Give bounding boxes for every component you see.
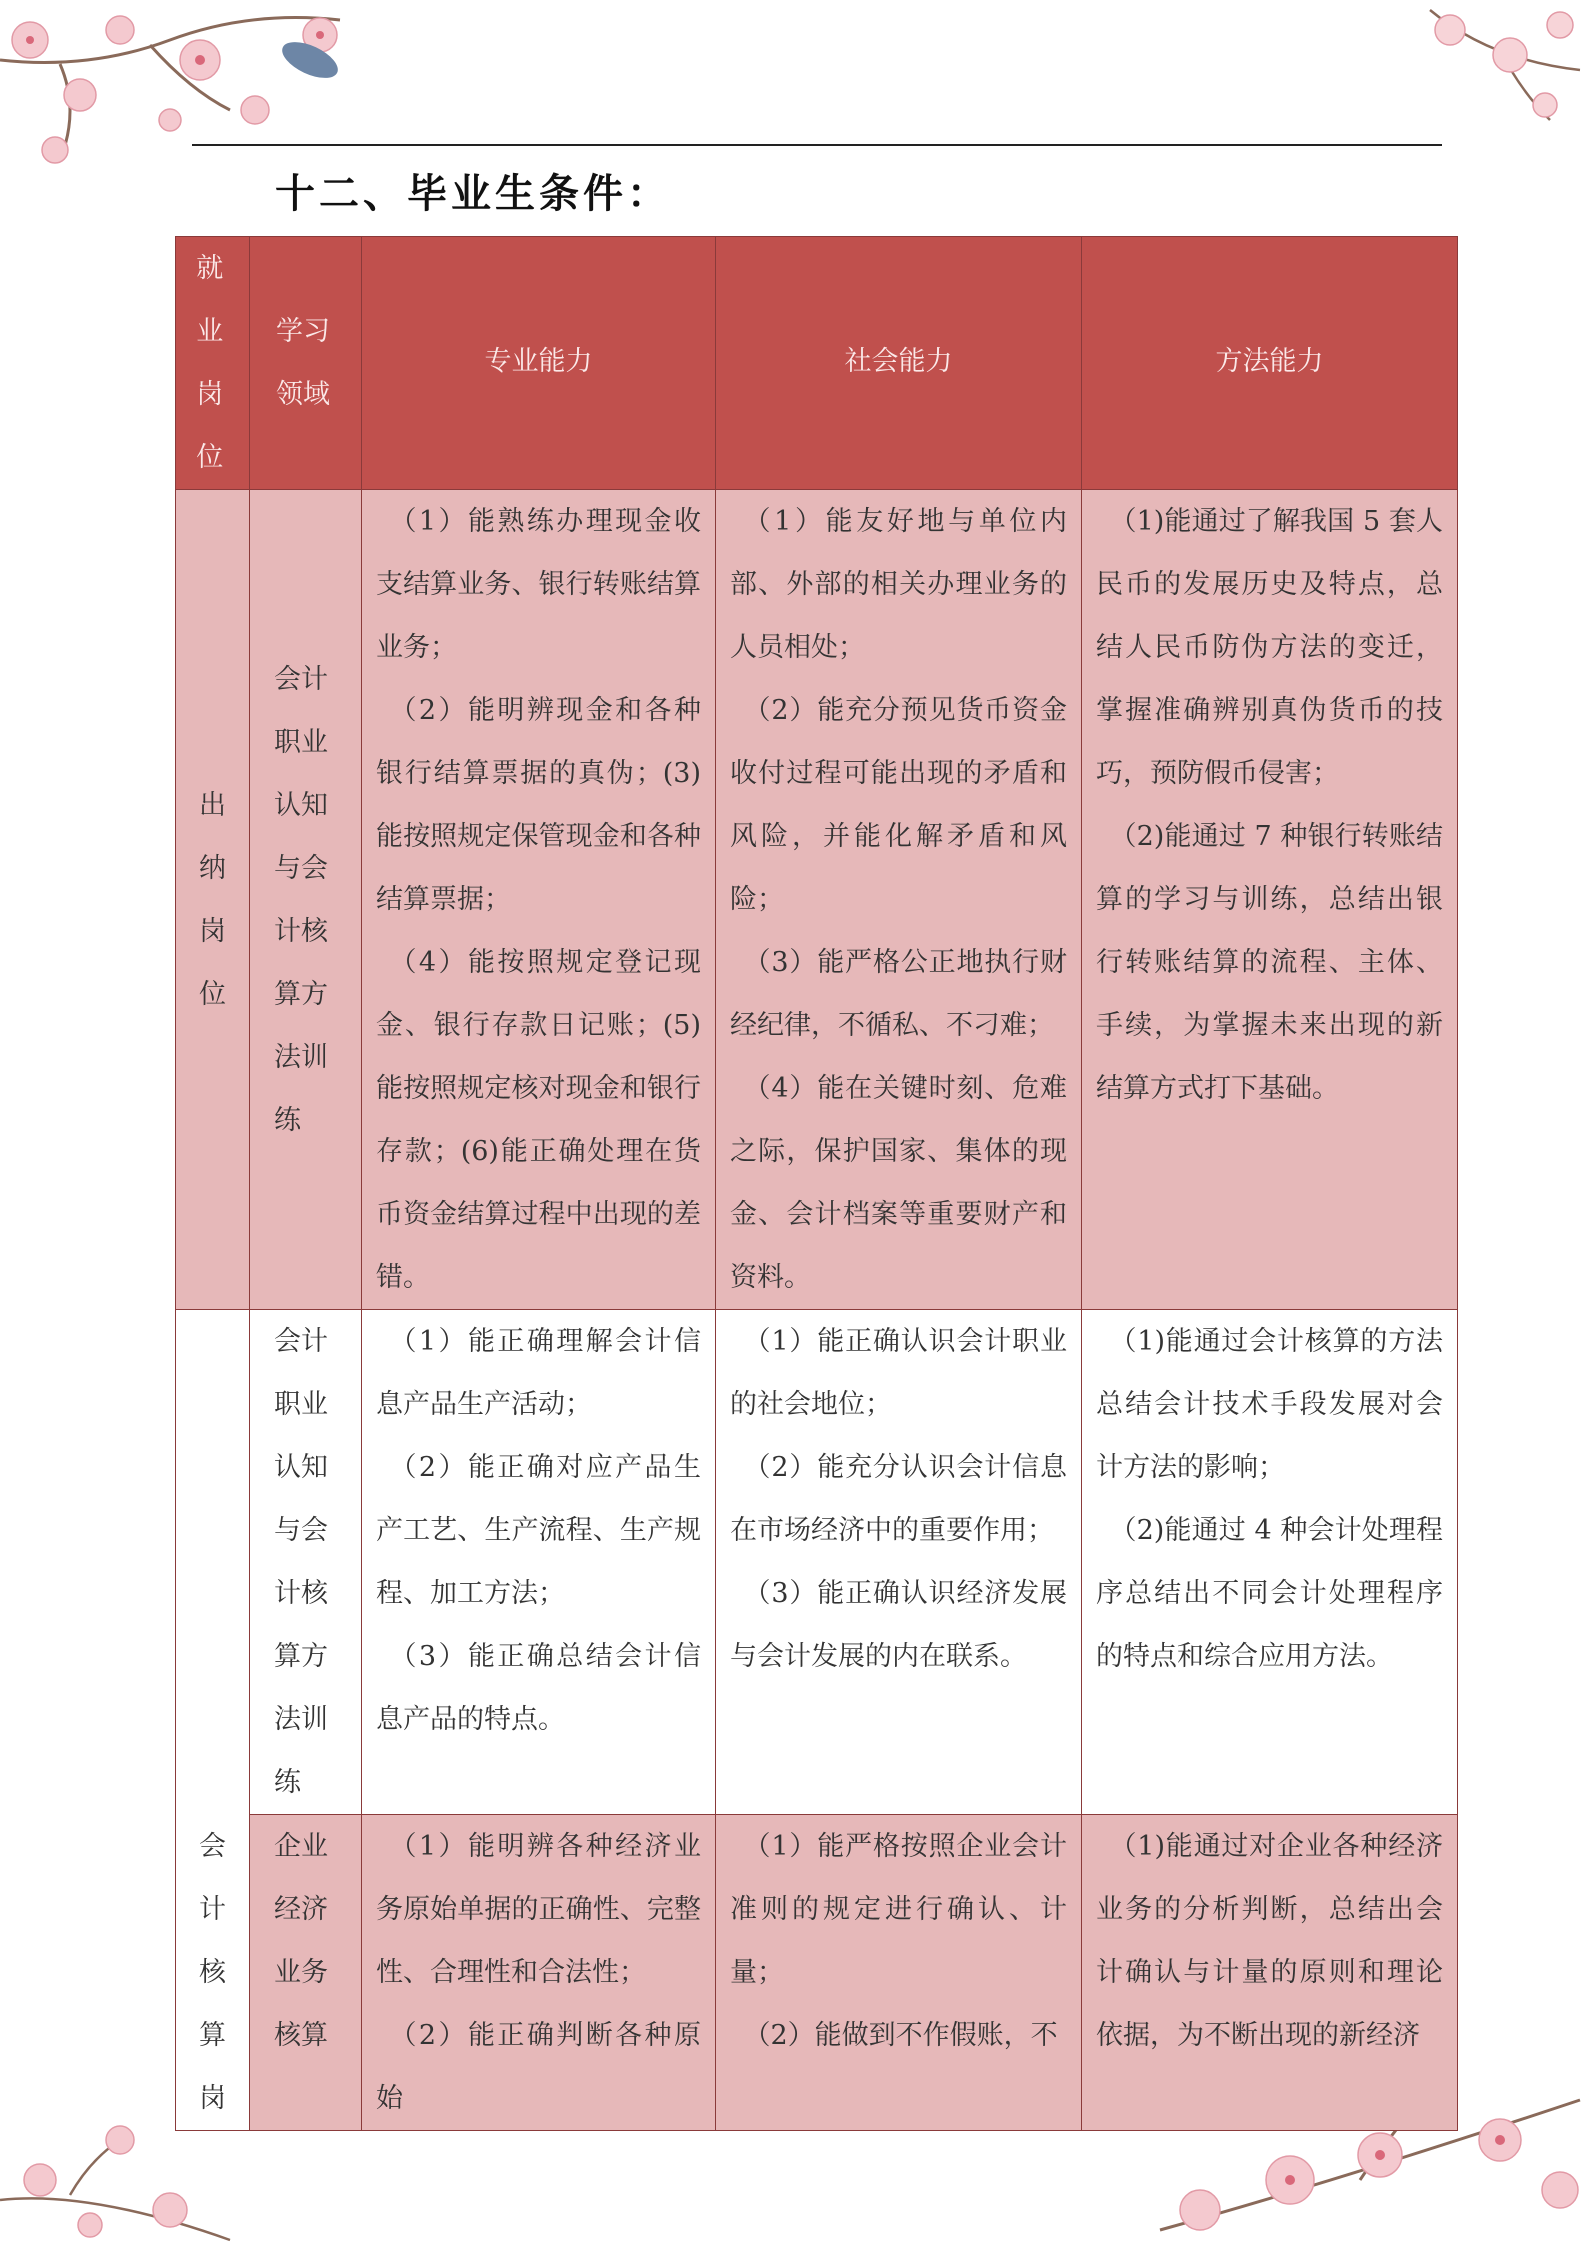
method-cell (1082, 490, 1458, 1310)
field-cell (250, 490, 362, 1310)
list-item: （3）能严格公正地执行财经纪律，不循私、不刁难； (730, 947, 1067, 1041)
list-item: （1）能明辨各种经济业务原始单据的正确性、完整性、合理性和合法性； (376, 1831, 701, 1988)
table-row (176, 1310, 1458, 1815)
list-item: （2）能正确对应产品生产工艺、生产流程、生产规程、加工方法； (376, 1452, 701, 1609)
post-label: 会计核算岗 (198, 1831, 226, 2114)
header-cell (362, 237, 716, 490)
list-item: （1）能正确理解会计信息产品生产活动； (376, 1326, 701, 1420)
professional-cell (362, 490, 716, 1310)
social-cell (716, 1310, 1082, 1815)
list-item: （4）能在关键时刻、危难之际，保护国家、集体的现金、会计档案等重要财产和资料。 (730, 1073, 1067, 1293)
header-rule (192, 144, 1442, 146)
list-item: （2）能明辨现金和各种银行结算票据的真伪；(3)能按照规定保管现金和各种结算票据； (376, 695, 701, 915)
social-cell (716, 490, 1082, 1310)
list-item: （3）能正确总结会计信息产品的特点。 (376, 1641, 701, 1735)
field-label: 会计职业认知与会计核算方法训练 (274, 1326, 328, 1798)
header-post: 就业岗位 (196, 253, 224, 473)
professional-cell (362, 1310, 716, 1815)
post-label: 出纳岗位 (198, 789, 226, 1010)
method-cell (1082, 1310, 1458, 1815)
header-field: 学习领域 (276, 316, 330, 410)
professional-cell (362, 1815, 716, 2131)
list-item: （1）能友好地与单位内部、外部的相关办理业务的人员相处； (730, 506, 1067, 663)
table-row (176, 490, 1458, 1310)
list-item: （1）能熟练办理现金收支结算业务、银行转账结算业务； (376, 506, 701, 663)
field-label: 会计职业认知与会计核算方法训练 (274, 663, 328, 1136)
header-method: 方法能力 (1215, 346, 1324, 377)
floral-decoration-top-right (1410, 0, 1587, 130)
list-item: （2）能充分预见货币资金收付过程可能出现的矛盾和风险，并能化解矛盾和风险； (730, 695, 1067, 915)
post-cell (176, 490, 250, 1310)
field-label: 企业经济业务核算 (274, 1831, 328, 2051)
list-item: （4）能按照规定登记现金、银行存款日记账；(5)能按照规定核对现金和银行存款；(6)能正确处理在货币资金结算过程中出现的差错。 (376, 947, 701, 1293)
method-cell (1082, 1815, 1458, 2131)
table-header-row (176, 237, 1458, 490)
post-cell (176, 1310, 250, 2131)
list-item: （1)能通过会计核算的方法总结会计技术手段发展对会计方法的影响； (1096, 1326, 1443, 1483)
field-cell (250, 1310, 362, 1815)
list-item: （2)能通过 4 种会计处理程序总结出不同会计处理程序的特点和综合应用方法。 (1096, 1515, 1443, 1672)
list-item: （1)能通过了解我国 5 套人民币的发展历史及特点，总结人民币防伪方法的变迁，掌握准确辨别真伪货币的技巧，预防假币侵害； (1096, 506, 1443, 789)
list-item: （2）能充分认识会计信息在市场经济中的重要作用； (730, 1452, 1067, 1546)
list-item: （2)能通过 7 种银行转账结算的学习与训练，总结出银行转账结算的流程、主体、手续，为掌握未来出现的新结算方式打下基础。 (1096, 821, 1443, 1104)
list-item: （3）能正确认识经济发展与会计发展的内在联系。 (730, 1578, 1067, 1672)
header-cell (176, 237, 250, 490)
social-cell (716, 1815, 1082, 2131)
header-cell (716, 237, 1082, 490)
table-row (176, 1815, 1458, 2131)
field-cell (250, 1815, 362, 2131)
graduate-conditions-table (175, 236, 1458, 2131)
section-title: 十二、毕业生条件： (275, 171, 671, 217)
header-professional: 专业能力 (484, 346, 593, 377)
header-cell (250, 237, 362, 490)
header-cell (1082, 237, 1458, 490)
list-item: （2）能做到不作假账，不 (743, 2020, 1058, 2051)
list-item: （1）能正确认识会计职业的社会地位； (730, 1326, 1067, 1420)
list-item: （1）能严格按照企业会计准则的规定进行确认、计量； (730, 1831, 1067, 1988)
list-item: （1)能通过对企业各种经济业务的分析判断，总结出会计确认与计量的原则和理论依据，为不断出现的新经济 (1096, 1831, 1443, 2051)
header-social: 社会能力 (844, 346, 953, 377)
list-item: （2）能正确判断各种原始 (376, 2020, 701, 2114)
